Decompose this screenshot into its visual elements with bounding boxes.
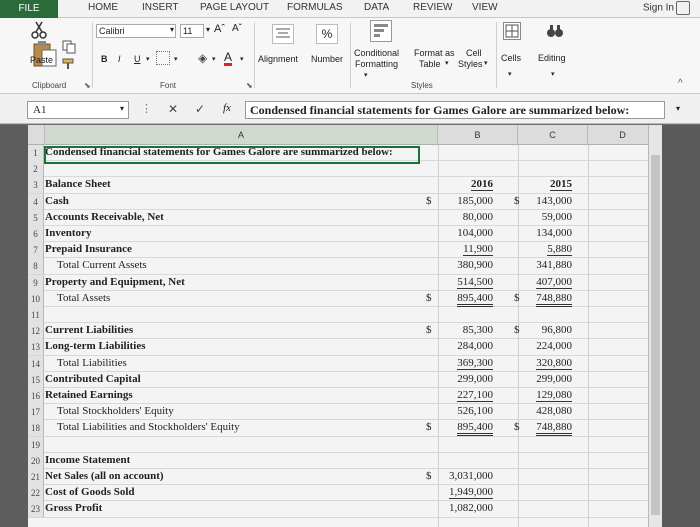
window-edge-left: [0, 125, 28, 527]
vertical-scrollbar[interactable]: [648, 125, 662, 527]
bold-button[interactable]: B: [101, 54, 108, 64]
cell-a[interactable]: Current Liabilities: [45, 324, 134, 337]
cell-c[interactable]: 407,000: [536, 275, 572, 288]
cell-c[interactable]: 5,880: [547, 243, 572, 256]
row-number[interactable]: 20: [28, 453, 44, 469]
cell-b-currency: $: [426, 194, 432, 207]
font-color-icon[interactable]: A: [224, 50, 233, 64]
cell-c[interactable]: 143,000: [536, 194, 572, 207]
cell-styles-label-1[interactable]: Cell: [466, 48, 482, 58]
tab-home[interactable]: HOME: [88, 2, 118, 13]
scrollbar-thumb[interactable]: [651, 155, 660, 515]
font-name-value: Calibri: [99, 26, 125, 36]
cell-a[interactable]: Retained Earnings: [45, 389, 133, 401]
format-painter-icon[interactable]: [62, 58, 76, 70]
tab-file[interactable]: FILE: [0, 0, 58, 18]
divider: [254, 22, 255, 88]
cell-b[interactable]: 80,000: [462, 210, 493, 223]
enter-icon[interactable]: ✓: [195, 102, 206, 116]
copy-icon[interactable]: [62, 40, 76, 54]
sheet-row[interactable]: [28, 485, 658, 501]
column-header-c[interactable]: C: [518, 125, 588, 145]
cell-b[interactable]: 3,031,000: [449, 470, 493, 482]
alignment-button[interactable]: Alignment: [258, 54, 299, 64]
cell-a[interactable]: Total Assets: [57, 291, 111, 304]
row-number[interactable]: 4: [28, 194, 44, 210]
number-button[interactable]: Number: [311, 54, 344, 64]
cell-a[interactable]: Cost of Goods Sold: [45, 486, 135, 499]
format-as-table-label-2[interactable]: Table: [419, 59, 441, 69]
cell-a[interactable]: Net Sales (all on account): [45, 470, 164, 482]
sheet-row[interactable]: [28, 226, 658, 242]
cell-c[interactable]: 299,000: [536, 372, 572, 385]
underline-dropdown-icon[interactable]: ▾: [146, 56, 150, 63]
collapse-ribbon-icon[interactable]: ^: [678, 78, 683, 89]
column-header-d[interactable]: D: [588, 125, 658, 145]
cell-b[interactable]: 284,000: [457, 340, 493, 353]
cell-b[interactable]: 895,400: [457, 421, 493, 436]
divider: [496, 22, 497, 88]
cell-c[interactable]: 428,080: [536, 405, 572, 418]
cell-b[interactable]: 1,949,000: [449, 486, 493, 499]
row-number[interactable]: 13: [28, 339, 44, 355]
cell-a[interactable]: Income Statement: [45, 453, 131, 466]
font-color-dropdown-icon[interactable]: ▾: [240, 56, 244, 63]
sheet-row[interactable]: [28, 339, 658, 355]
conditional-formatting-label-1[interactable]: Conditional: [354, 48, 400, 58]
formula-input[interactable]: [245, 101, 665, 119]
clipboard-group-label: Clipboard: [32, 81, 67, 90]
editing-dropdown-icon[interactable]: ▾: [551, 71, 555, 78]
sheet-row[interactable]: [28, 291, 658, 307]
cell-c[interactable]: 59,000: [541, 210, 572, 223]
formula-bar: [0, 94, 700, 124]
format-as-table-dropdown-icon[interactable]: ▾: [445, 60, 449, 67]
cell-b[interactable]: 895,400: [457, 292, 493, 307]
cell-c[interactable]: 96,800: [541, 324, 572, 337]
account-icon: [676, 1, 690, 15]
cell-c-currency: $: [514, 324, 520, 337]
cell-a[interactable]: Property and Equipment, Net: [45, 275, 185, 288]
cell-styles-label-2[interactable]: Styles: [458, 59, 483, 69]
formula-bar-grip-icon: ⋮: [141, 103, 152, 115]
increase-font-icon[interactable]: Aˆ: [214, 23, 225, 35]
row-number[interactable]: 10: [28, 291, 44, 307]
ribbon-tab-bar: [0, 0, 700, 18]
cell-a[interactable]: Total Liabilities and Stockholders' Equity: [57, 421, 240, 434]
sheet-row[interactable]: [28, 177, 658, 193]
cell-a[interactable]: Condensed financial statements for Games Galore are summarized below:: [45, 146, 393, 158]
cell-b[interactable]: 526,100: [457, 405, 493, 418]
cell-a[interactable]: Long-term Liabilities: [45, 340, 146, 353]
conditional-formatting-icon[interactable]: [370, 20, 392, 42]
editing-button[interactable]: Editing: [538, 53, 566, 63]
alignment-icon[interactable]: [272, 24, 294, 44]
cell-c[interactable]: 224,000: [536, 340, 572, 353]
tab-formulas[interactable]: FORMULAS: [287, 2, 343, 13]
tab-insert[interactable]: INSERT: [142, 2, 179, 13]
active-cell-selection: [44, 146, 420, 164]
cell-b[interactable]: 2016: [471, 178, 493, 191]
cell-c-currency: $: [514, 194, 520, 207]
sheet-row[interactable]: [28, 275, 658, 291]
sheet-row[interactable]: [28, 453, 658, 469]
worksheet-grid[interactable]: [28, 125, 658, 527]
sheet-row[interactable]: [28, 194, 658, 210]
row-number[interactable]: 2: [28, 161, 44, 177]
sheet-row[interactable]: [28, 210, 658, 226]
cut-icon[interactable]: [30, 20, 50, 40]
insert-function-icon[interactable]: fx: [223, 102, 231, 114]
sign-in-link[interactable]: [643, 1, 690, 15]
cell-b-currency: $: [426, 470, 432, 482]
sheet-row[interactable]: [28, 469, 658, 485]
name-box[interactable]: [27, 101, 129, 119]
font-name-dropdown-icon[interactable]: ▾: [170, 25, 175, 34]
font-name-box[interactable]: [96, 24, 176, 38]
cell-c[interactable]: 2015: [550, 178, 572, 191]
cell-a[interactable]: Total Stockholders' Equity: [57, 405, 174, 418]
row-number[interactable]: 19: [28, 437, 44, 453]
sheet-row[interactable]: [28, 307, 658, 323]
conditional-formatting-dropdown-icon[interactable]: ▾: [364, 72, 368, 79]
font-size-value: 11: [183, 26, 193, 36]
sheet-row[interactable]: [28, 323, 658, 339]
cancel-icon[interactable]: ✕: [168, 102, 179, 116]
percent-icon[interactable]: [316, 24, 338, 44]
cell-b[interactable]: 1,082,000: [449, 502, 493, 515]
underline-button[interactable]: U: [134, 54, 141, 64]
cell-a[interactable]: Total Current Assets: [57, 259, 147, 272]
cell-a[interactable]: Accounts Receivable, Net: [45, 210, 164, 223]
cells-button[interactable]: Cells: [501, 53, 522, 63]
row-number[interactable]: 8: [28, 258, 44, 274]
cell-a[interactable]: Prepaid Insurance: [45, 243, 132, 256]
name-box-dropdown-icon[interactable]: ▾: [120, 104, 125, 113]
row-number[interactable]: 6: [28, 226, 44, 242]
cell-a[interactable]: Cash: [45, 194, 69, 207]
sheet-row[interactable]: [28, 437, 658, 453]
conditional-formatting-label-2[interactable]: Formatting: [355, 59, 399, 69]
row-number[interactable]: 3: [28, 177, 44, 193]
ribbon: [0, 18, 700, 94]
cell-styles-dropdown-icon[interactable]: ▾: [484, 60, 488, 67]
cells-dropdown-icon[interactable]: ▾: [508, 71, 512, 78]
cell-c[interactable]: 748,880: [536, 292, 572, 307]
name-box-value: A1: [33, 104, 47, 116]
format-as-table-label-1[interactable]: Format as: [414, 48, 455, 58]
percent-glyph: %: [321, 27, 333, 41]
sign-in-label: Sign In: [642, 2, 674, 14]
row-number[interactable]: 12: [28, 323, 44, 339]
cells-icon[interactable]: [503, 22, 521, 40]
binoculars-icon[interactable]: [546, 23, 564, 39]
formula-content: Condensed financial statements for Games Galore are summarized below:: [250, 103, 630, 117]
cell-b-currency: $: [426, 324, 432, 337]
cell-b[interactable]: 185,000: [457, 194, 493, 207]
cell-b[interactable]: 104,000: [457, 227, 493, 239]
tab-data[interactable]: DATA: [364, 2, 390, 13]
row-number[interactable]: 14: [28, 356, 44, 372]
cell-c[interactable]: 129,080: [536, 389, 572, 401]
tab-review[interactable]: REVIEW: [413, 2, 453, 13]
cell-b[interactable]: 85,300: [462, 324, 493, 337]
cell-b[interactable]: 369,300: [457, 356, 493, 369]
row-number[interactable]: 1: [28, 145, 44, 161]
sheet-row[interactable]: [28, 372, 658, 388]
sheet-row[interactable]: [28, 242, 658, 258]
fill-color-dropdown-icon[interactable]: ▾: [212, 56, 216, 63]
row-number[interactable]: 18: [28, 420, 44, 436]
italic-button[interactable]: I: [118, 54, 121, 64]
row-number[interactable]: 16: [28, 388, 44, 404]
cell-a[interactable]: Gross Profit: [45, 502, 103, 515]
font-size-box[interactable]: [180, 24, 204, 38]
expand-formula-icon[interactable]: ▾: [676, 104, 681, 113]
row-number[interactable]: 22: [28, 485, 44, 501]
cell-c-currency: $: [514, 291, 520, 304]
cell-c[interactable]: 748,880: [536, 421, 572, 436]
row-number[interactable]: 11: [28, 307, 44, 323]
cell-a[interactable]: Total Liabilities: [57, 356, 127, 369]
row-number[interactable]: 5: [28, 210, 44, 226]
column-header-b[interactable]: B: [438, 125, 518, 145]
divider: [350, 22, 351, 88]
borders-icon[interactable]: [156, 51, 170, 65]
sheet-row[interactable]: [28, 501, 658, 517]
row-number[interactable]: 21: [28, 469, 44, 485]
font-group-label: Font: [160, 81, 177, 90]
sheet-row[interactable]: [28, 258, 658, 274]
sheet-row[interactable]: [28, 420, 658, 436]
cell-c[interactable]: 320,800: [536, 356, 572, 369]
select-all-corner[interactable]: [28, 125, 45, 145]
row-number[interactable]: 17: [28, 404, 44, 420]
cell-b[interactable]: 299,000: [457, 372, 493, 385]
cell-b[interactable]: 227,100: [457, 389, 493, 401]
cell-a[interactable]: Contributed Capital: [45, 372, 141, 385]
cell-b-currency: $: [426, 421, 432, 434]
decrease-font-icon[interactable]: Aˇ: [232, 23, 242, 34]
cell-c[interactable]: 341,880: [536, 259, 572, 272]
window-edge-right: [662, 125, 700, 527]
row-number[interactable]: 9: [28, 275, 44, 291]
paste-button[interactable]: Paste: [30, 55, 54, 65]
sheet-row[interactable]: [28, 388, 658, 404]
cell-a[interactable]: Balance Sheet: [45, 178, 111, 191]
divider: [92, 22, 93, 88]
clipboard-launcher-icon[interactable]: ⬊: [84, 81, 91, 90]
row-number[interactable]: 7: [28, 242, 44, 258]
tab-page-layout[interactable]: PAGE LAYOUT: [200, 2, 270, 13]
row-number[interactable]: 15: [28, 372, 44, 388]
borders-dropdown-icon[interactable]: ▾: [174, 56, 178, 63]
cell-b[interactable]: 514,500: [457, 275, 493, 288]
styles-group-label: Styles: [411, 81, 433, 90]
column-header-a[interactable]: A: [45, 125, 438, 145]
font-size-dropdown-icon[interactable]: ▾: [206, 25, 211, 34]
cell-c[interactable]: 134,000: [536, 227, 572, 239]
tab-view[interactable]: VIEW: [472, 2, 498, 13]
row-number[interactable]: 23: [28, 501, 44, 517]
font-launcher-icon[interactable]: ⬊: [246, 81, 253, 90]
cell-a[interactable]: Inventory: [45, 227, 92, 239]
sheet-row[interactable]: [28, 404, 658, 420]
cell-c-currency: $: [514, 421, 520, 434]
cell-b[interactable]: 380,900: [457, 259, 493, 272]
sheet-row[interactable]: [28, 356, 658, 372]
cell-b-currency: $: [426, 291, 432, 304]
cell-b[interactable]: 11,900: [463, 243, 493, 256]
fill-color-icon[interactable]: ◈: [198, 51, 208, 65]
